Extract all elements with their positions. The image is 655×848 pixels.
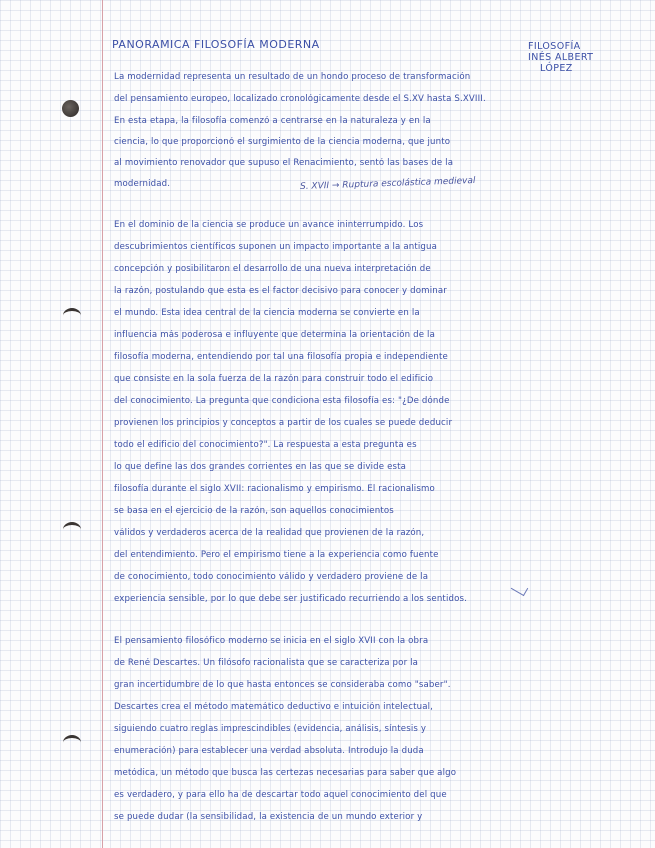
text-line: influencia más poderosa e influyente que determina la orientación de la: [114, 330, 436, 340]
text-line: se basa en el ejercicio de la razón, son aquellos conocimientos: [114, 506, 394, 516]
text-line: de René Descartes. Un filósofo racionalista que se caracteriza por la: [114, 658, 419, 668]
text-line: concepción y posibilitaron el desarrollo de una nueva interpretación de: [114, 264, 431, 274]
text-line: metódica, un método que busca las certezas necesarias para saber que algo: [114, 768, 457, 778]
text-line: descubrimientos científicos suponen un impacto importante a la antigua: [114, 242, 438, 252]
text-line: de conocimiento, todo conocimiento válido y verdadero proviene de la: [114, 572, 429, 582]
text-line: siguiendo cuatro reglas imprescindibles (evidencia, análisis, síntesis y: [114, 724, 427, 734]
text-line: enumeración) para establecer una verdad absoluta. Introdujo la duda: [114, 746, 424, 756]
text-line: filosofía moderna, entendiendo por tal una filosofía propia e independiente: [114, 352, 448, 362]
margin-note: S. XVII → Ruptura escolástica medieval: [299, 175, 476, 193]
text-line: del pensamiento europeo, localizado cronológicamente desde el S.XV hasta S.XVIII.: [114, 94, 486, 104]
author-last-name: LÓPEZ: [540, 63, 573, 74]
text-line: La modernidad representa un resultado de un hondo proceso de transformación: [114, 72, 471, 82]
ring-hook: [63, 522, 81, 537]
margin-line: [102, 0, 103, 848]
text-line: del entendimiento. Pero el empirismo tiene a la experiencia como fuente: [114, 550, 439, 560]
text-line: lo que define las dos grandes corrientes en las que se divide esta: [114, 462, 407, 472]
punch-hole: [62, 100, 79, 117]
subject-label: FILOSOFÍA: [528, 41, 581, 52]
text-line: la razón, postulando que esta es el factor decisivo para conocer y dominar: [114, 286, 447, 296]
text-line: experiencia sensible, por lo que debe ser justificado recurriendo a los sentidos.: [114, 594, 468, 604]
text-line: En el dominio de la ciencia se produce un avance ininterrumpido. Los: [114, 220, 424, 230]
author-first-name: INÉS ALBERT: [528, 52, 594, 63]
text-line: provienen los principios y conceptos a partir de los cuales se puede deducir: [114, 418, 453, 428]
text-line: En esta etapa, la filosofía comenzó a centrarse en la naturaleza y en la: [114, 116, 431, 126]
text-line: todo el edificio del conocimiento?". La respuesta a esta pregunta es: [114, 440, 417, 450]
text-line: filosofía durante el siglo XVII: racionalismo y empirismo. El racionalismo: [114, 484, 435, 494]
text-line: El pensamiento filosófico moderno se inicia en el siglo XVII con la obra: [114, 636, 429, 646]
text-line: del conocimiento. La pregunta que condiciona esta filosofía es: "¿De dónde: [114, 396, 450, 406]
text-line: ciencia, lo que proporcionó el surgimiento de la ciencia moderna, que junto: [114, 137, 451, 147]
text-line: el mundo. Esta idea central de la ciencia moderna se convierte en la: [114, 308, 420, 318]
text-line: es verdadero, y para ello ha de descartar todo aquel conocimiento del que: [114, 790, 447, 800]
ring-hook: [63, 735, 81, 750]
text-line: gran incertidumbre de lo que hasta entonces se consideraba como "saber".: [114, 680, 451, 690]
text-line: Descartes crea el método matemático deductivo e intuición intelectual,: [114, 702, 434, 712]
page-title: PANORAMICA FILOSOFÍA MODERNA: [112, 38, 320, 51]
text-line: al movimiento renovador que supuso el Renacimiento, sentó las bases de la: [114, 158, 454, 168]
text-line: que consiste en la sola fuerza de la razón para construir todo el edificio: [114, 374, 434, 384]
ring-hook: [63, 308, 81, 323]
text-line: se puede dudar (la sensibilidad, la existencia de un mundo exterior y: [114, 812, 423, 822]
text-line: modernidad.: [114, 179, 171, 189]
text-line: válidos y verdaderos acerca de la realidad que provienen de la razón,: [114, 528, 425, 538]
